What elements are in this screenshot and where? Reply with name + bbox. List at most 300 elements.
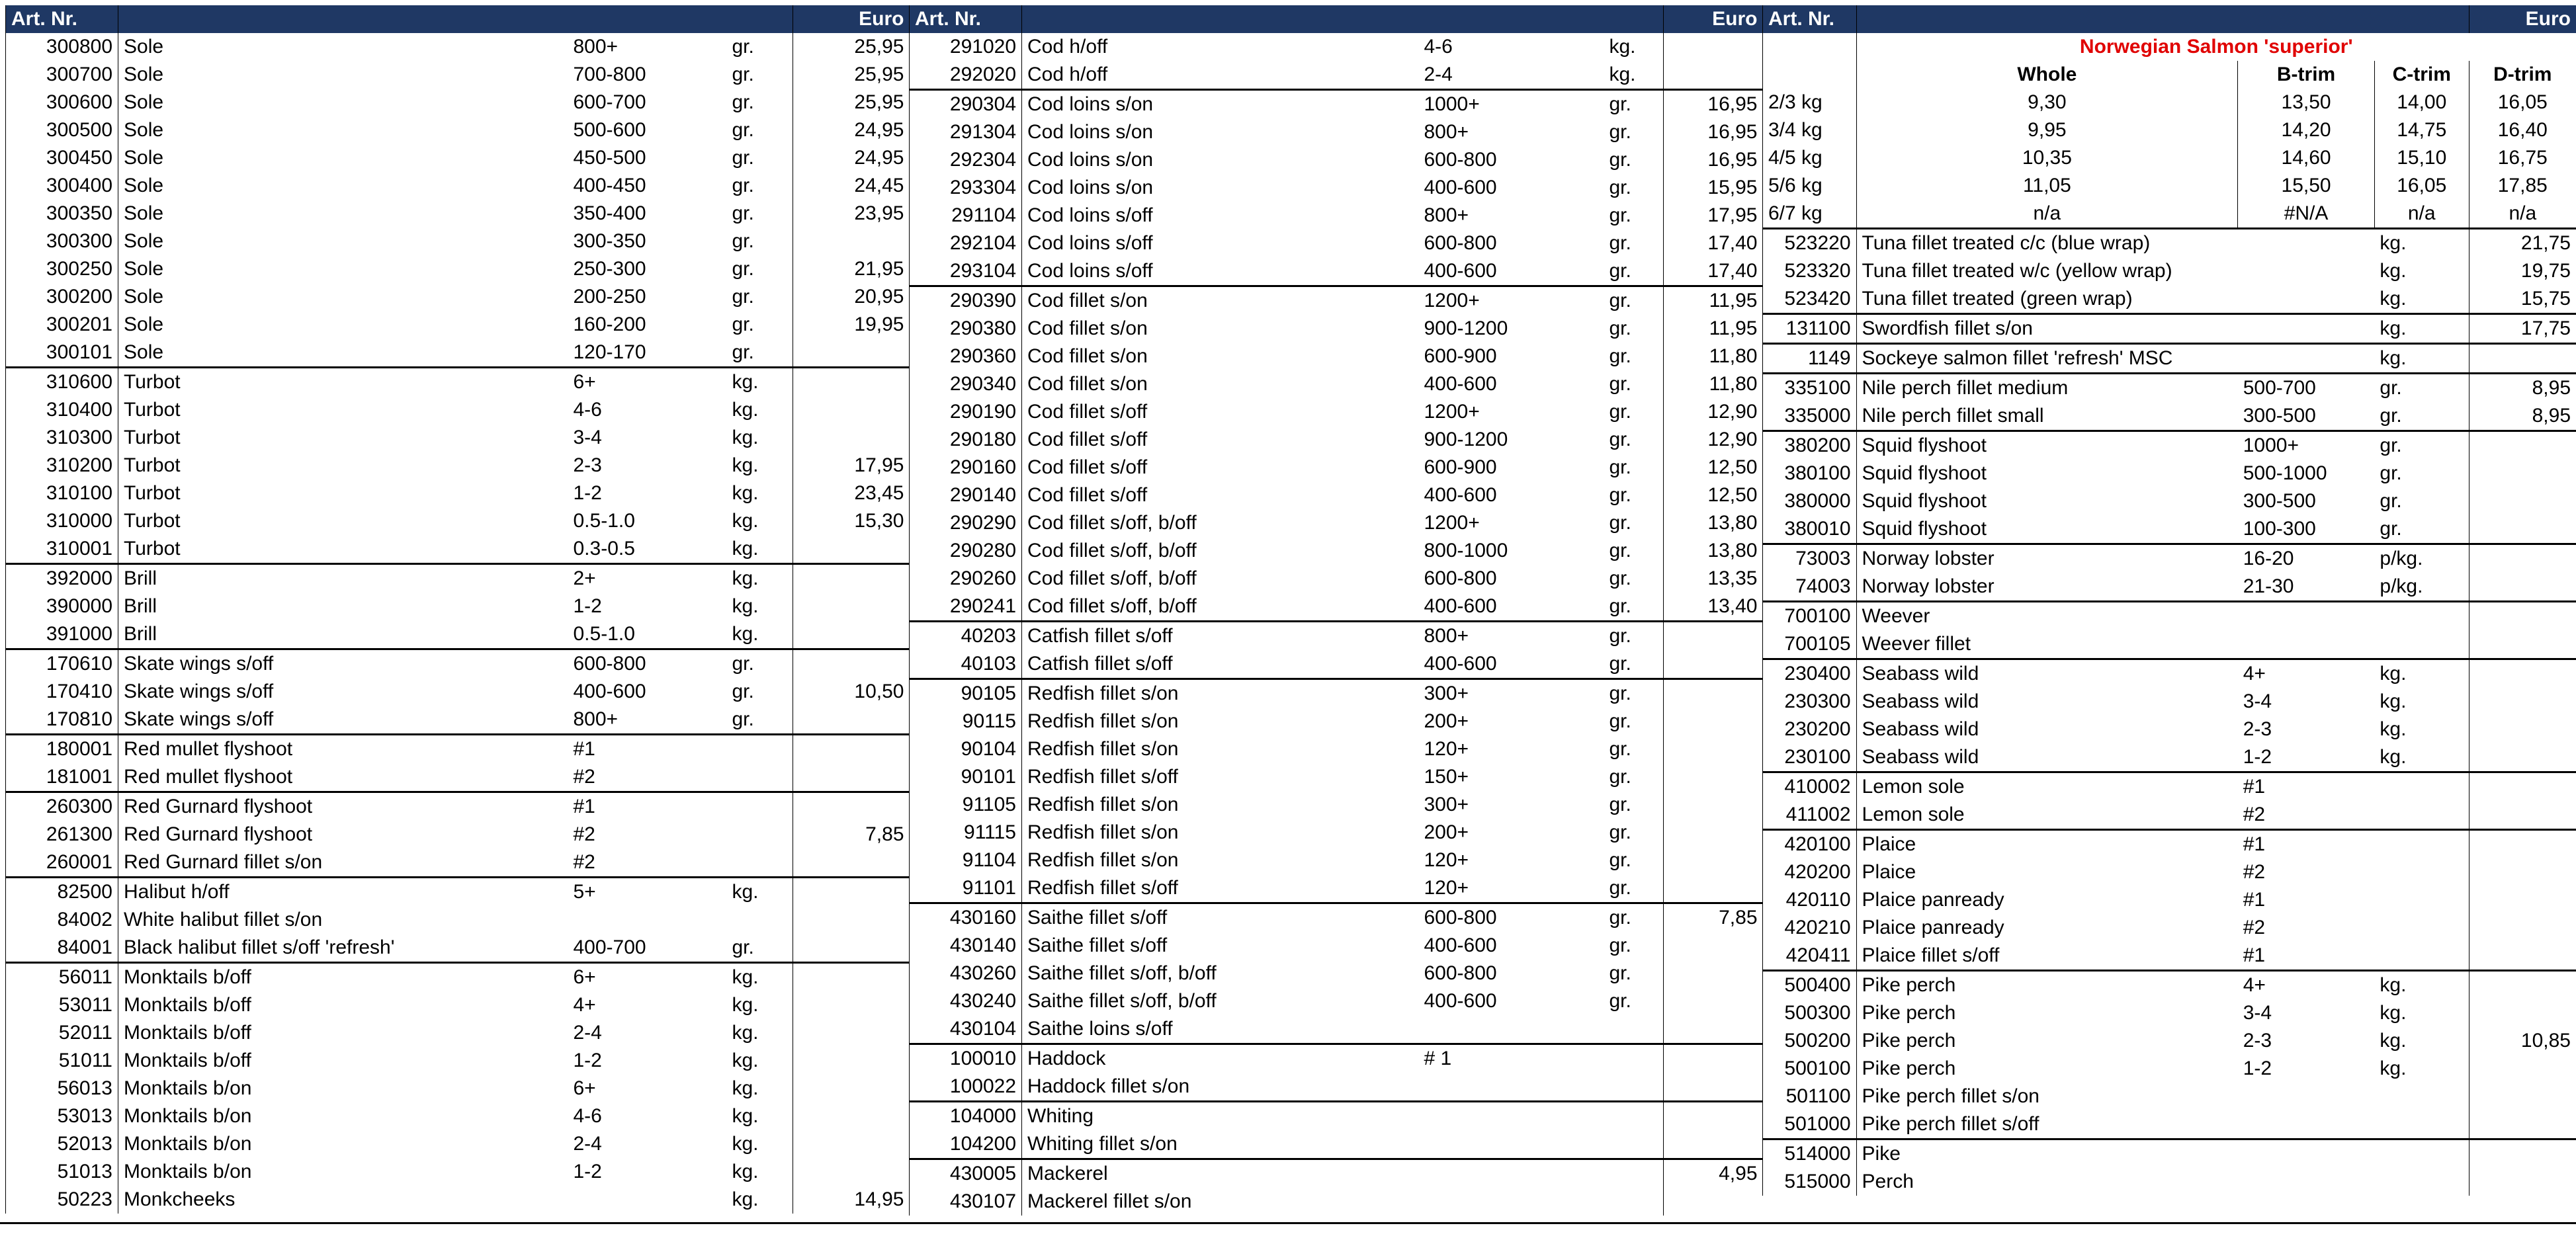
- unit-label: gr.: [732, 708, 754, 730]
- salmon-price: 9,95: [1856, 116, 2238, 144]
- price-value: [793, 906, 910, 934]
- article-number: 430107: [910, 1188, 1022, 1216]
- table-row: [1763, 314, 2576, 344]
- product-size: 600-800: [1419, 903, 1604, 932]
- product-size: 800-1000: [1424, 540, 1508, 561]
- price-value: 17,75: [2469, 314, 2576, 344]
- article-number: 260001: [6, 848, 118, 878]
- table-row: [1763, 716, 2576, 743]
- price-value: [2469, 659, 2576, 688]
- product-size: 0.5-1.0: [573, 623, 635, 645]
- price-value: 17,40: [1664, 257, 1763, 286]
- product-size: 400-700: [573, 936, 646, 958]
- table-row: [910, 1073, 1763, 1102]
- product-size: 900-1200: [1424, 429, 1508, 450]
- price-value: 16,95: [1664, 118, 1763, 146]
- article-number: 335000: [1763, 402, 1857, 431]
- table-row: [6, 620, 910, 649]
- salmon-price: 15,50: [2238, 172, 2375, 200]
- unit-label: gr.: [2374, 374, 2469, 403]
- table-row: [910, 286, 1763, 315]
- unit-label: [2374, 772, 2469, 802]
- unit-label: gr.: [727, 649, 793, 679]
- table-row: [1763, 999, 2576, 1027]
- article-number: 84001: [6, 934, 118, 963]
- unit-label: kg.: [732, 595, 759, 617]
- unit-label: gr.: [1609, 595, 1631, 617]
- unit-label: gr.: [1609, 373, 1631, 395]
- table-row: [6, 283, 910, 311]
- product-size: 400-600: [1424, 177, 1497, 198]
- article-number: 300250: [6, 255, 118, 283]
- unit-label: kg.: [732, 510, 759, 532]
- product-name: Pike: [1856, 1139, 2238, 1169]
- product-name: Sole: [118, 200, 568, 227]
- article-number: 420200: [1763, 858, 1857, 886]
- product-name: Seabass wild: [1856, 716, 2238, 743]
- price-value: 16,95: [1664, 90, 1763, 119]
- product-name: Sole: [118, 172, 568, 200]
- product-name: Tuna fillet treated c/c (blue wrap): [1856, 229, 2238, 258]
- unit-label: [2374, 630, 2469, 659]
- salmon-weight-class: 6/7 kg: [1763, 200, 1857, 229]
- article-number: 300800: [6, 33, 118, 61]
- table-row: [6, 144, 910, 172]
- unit-label: gr.: [1609, 794, 1631, 815]
- product-size: 6+: [568, 368, 727, 397]
- product-name: Cod h/off: [1022, 33, 1419, 61]
- product-name: Nile perch fillet small: [1856, 402, 2238, 431]
- table-row: [910, 315, 1763, 343]
- article-number: 51011: [6, 1047, 118, 1075]
- price-value: 24,95: [793, 144, 910, 172]
- unit-label: gr.: [1609, 567, 1631, 589]
- price-value: [1664, 679, 1763, 708]
- article-number: 514000: [1763, 1139, 1857, 1169]
- unit-label: [727, 735, 793, 764]
- price-value: [1664, 847, 1763, 874]
- article-number: 230200: [1763, 716, 1857, 743]
- product-size: #1: [2238, 772, 2375, 802]
- unit-label: gr.: [732, 91, 754, 113]
- unit-label: gr.: [1609, 484, 1631, 506]
- price-value: 8,95: [2469, 402, 2576, 431]
- table-row: [6, 1102, 910, 1130]
- price-value: [793, 649, 910, 679]
- unit-label: kg.: [727, 963, 793, 992]
- salmon-weight-class: 4/5 kg: [1763, 144, 1857, 172]
- product-size: 1000+: [1419, 90, 1604, 119]
- product-name: Turbot: [118, 368, 568, 397]
- product-size: 250-300: [573, 258, 646, 280]
- product-name: Mackerel: [1022, 1159, 1419, 1188]
- table-row: [6, 963, 910, 992]
- unit-label: [727, 763, 793, 792]
- table-row: [1763, 229, 2576, 258]
- table-row: [910, 202, 1763, 229]
- price-value: [793, 878, 910, 907]
- product-size: 4-6: [573, 1105, 602, 1127]
- table-row: [1763, 257, 2576, 285]
- art-nr-header: Art. Nr.: [910, 5, 1022, 33]
- price-value: 16,95: [1664, 146, 1763, 174]
- unit-label: kg.: [2380, 288, 2407, 310]
- article-number: 700105: [1763, 630, 1857, 659]
- article-number: 261300: [6, 821, 118, 848]
- table-row: [1763, 801, 2576, 830]
- article-number: 90115: [910, 708, 1022, 735]
- product-name: Cod fillet s/off: [1022, 481, 1419, 509]
- salmon-row: [1763, 200, 2576, 229]
- product-size: 5+: [568, 878, 727, 907]
- price-value: 15,95: [1664, 174, 1763, 202]
- product-name: Weever: [1856, 602, 2238, 631]
- article-number: 82500: [6, 878, 118, 907]
- article-number: 100010: [910, 1044, 1022, 1073]
- unit-label: gr.: [1609, 121, 1631, 143]
- article-number: 56011: [6, 963, 118, 992]
- price-value: [1664, 735, 1763, 763]
- product-name: Pike perch: [1856, 1027, 2238, 1055]
- unit-label: kg.: [2374, 344, 2469, 374]
- unit-label: gr.: [2380, 518, 2402, 540]
- salmon-title-row: [1763, 33, 2576, 61]
- article-number: 335100: [1763, 374, 1857, 403]
- price-value: [793, 963, 910, 992]
- product-name: Redfish fillet s/on: [1022, 847, 1419, 874]
- unit-label: [1604, 1159, 1664, 1188]
- unit-label: kg.: [727, 564, 793, 593]
- product-name: Squid flyshoot: [1856, 487, 2238, 515]
- product-size: 1-2: [573, 1161, 602, 1182]
- product-size: 21-30: [2243, 575, 2294, 597]
- article-number: 501100: [1763, 1083, 1857, 1110]
- unit-label: kg.: [2380, 1057, 2407, 1079]
- unit-label: kg.: [732, 1022, 759, 1044]
- price-value: 14,95: [793, 1186, 910, 1214]
- unit-label: kg.: [2374, 229, 2469, 258]
- table-row: [1763, 544, 2576, 573]
- price-value: [2469, 602, 2576, 631]
- price-value: [1664, 1102, 1763, 1131]
- unit-label: gr.: [2380, 462, 2402, 484]
- product-name: Cod loins s/on: [1022, 174, 1419, 202]
- article-number: 310400: [6, 396, 118, 424]
- salmon-price: 14,75: [2374, 116, 2469, 144]
- table-row: [6, 934, 910, 963]
- product-name: Tuna fillet treated (green wrap): [1856, 285, 2238, 314]
- price-value: 11,95: [1664, 286, 1763, 315]
- unit-label: p/kg.: [2380, 575, 2423, 597]
- unit-label: kg.: [732, 623, 759, 645]
- product-size: [1419, 1073, 1604, 1102]
- product-name: Swordfish fillet s/on: [1856, 314, 2238, 344]
- salmon-price: #N/A: [2238, 200, 2375, 229]
- product-name: Redfish fillet s/off: [1022, 763, 1419, 791]
- product-size: [2238, 602, 2375, 631]
- unit-label: kg.: [732, 399, 759, 421]
- product-name: Red Gurnard flyshoot: [118, 821, 568, 848]
- price-value: 13,35: [1664, 565, 1763, 593]
- unit-label: kg.: [732, 427, 759, 448]
- price-value: 7,85: [1664, 903, 1763, 932]
- price-value: [1664, 1130, 1763, 1159]
- unit-label: [727, 906, 793, 934]
- article-number: 310100: [6, 479, 118, 507]
- unit-label: [2374, 942, 2469, 971]
- table-row: [1763, 344, 2576, 374]
- price-table-3: [1762, 5, 2576, 1196]
- price-value: 7,85: [793, 821, 910, 848]
- unit-label: gr.: [1609, 738, 1631, 760]
- product-size: 200-250: [573, 286, 646, 308]
- price-value: 12,90: [1664, 398, 1763, 426]
- table-row: [1763, 1027, 2576, 1055]
- product-size: 500-700: [2238, 374, 2375, 403]
- article-number: 290260: [910, 565, 1022, 593]
- price-value: [2469, 1055, 2576, 1083]
- table-row: [6, 424, 910, 452]
- price-value: 17,95: [1664, 202, 1763, 229]
- article-number: 500200: [1763, 1027, 1857, 1055]
- table-row: [1763, 285, 2576, 314]
- table-row: [1763, 1110, 2576, 1139]
- article-number: 523320: [1763, 257, 1857, 285]
- unit-label: [1604, 1188, 1664, 1216]
- table-row: [6, 535, 910, 564]
- article-number: 90101: [910, 763, 1022, 791]
- product-size: 2-4: [1424, 63, 1453, 85]
- unit-label: gr.: [1604, 286, 1664, 315]
- unit-label: gr.: [1609, 934, 1631, 956]
- unit-label: [2374, 1139, 2469, 1169]
- product-name: Turbot: [118, 535, 568, 564]
- table-row: [6, 172, 910, 200]
- unit-label: gr.: [1609, 456, 1631, 478]
- product-name: Turbot: [118, 396, 568, 424]
- price-value: [1664, 791, 1763, 819]
- unit-label: [2374, 801, 2469, 830]
- product-size: 6+: [568, 963, 727, 992]
- price-value: [2469, 688, 2576, 716]
- product-size: 600-800: [1424, 962, 1497, 984]
- unit-label: gr.: [1609, 990, 1631, 1012]
- unit-label: gr.: [732, 230, 754, 252]
- article-number: 290160: [910, 454, 1022, 481]
- product-name: Cod fillet s/off, b/off: [1022, 565, 1419, 593]
- table-row: [6, 452, 910, 479]
- unit-label: gr.: [1609, 260, 1631, 282]
- unit-label: gr.: [1604, 679, 1664, 708]
- unit-label: gr.: [1609, 710, 1631, 732]
- product-name: Catfish fillet s/off: [1022, 622, 1419, 651]
- table-row: [910, 257, 1763, 286]
- table-row: [6, 735, 910, 764]
- article-number: 290304: [910, 90, 1022, 119]
- unit-label: [727, 848, 793, 878]
- table-row: [6, 1047, 910, 1075]
- article-number: 300200: [6, 283, 118, 311]
- product-name: Monktails b/off: [118, 1019, 568, 1047]
- table-row: [1763, 630, 2576, 659]
- product-name: Cod h/off: [1022, 61, 1419, 90]
- price-value: 11,80: [1664, 370, 1763, 398]
- product-size: 400-600: [1424, 934, 1497, 956]
- product-size: 400-600: [1424, 653, 1497, 675]
- product-size: #1: [2243, 944, 2266, 966]
- table-row: [6, 368, 910, 397]
- product-size: 600-800: [1424, 232, 1497, 254]
- table-row: [910, 679, 1763, 708]
- salmon-price: 15,10: [2374, 144, 2469, 172]
- table-row: [910, 1015, 1763, 1044]
- article-number: 293304: [910, 174, 1022, 202]
- unit-label: gr.: [1609, 653, 1631, 675]
- price-value: [793, 1158, 910, 1186]
- unit-label: [2374, 858, 2469, 886]
- product-name: Red Gurnard fillet s/on: [118, 848, 568, 878]
- salmon-weight-class: 3/4 kg: [1763, 116, 1857, 144]
- article-number: 292304: [910, 146, 1022, 174]
- article-number: 411002: [1763, 801, 1857, 830]
- table-row: [1763, 772, 2576, 802]
- product-name: Tuna fillet treated w/c (yellow wrap): [1856, 257, 2238, 285]
- table-row: [910, 1159, 1763, 1188]
- product-name: White halibut fillet s/on: [118, 906, 568, 934]
- table-row: [6, 1075, 910, 1102]
- product-size: 600-800: [1424, 567, 1497, 589]
- product-size: 800+: [573, 708, 619, 730]
- header-row: [1763, 5, 2576, 33]
- price-value: 25,95: [793, 61, 910, 89]
- article-number: 230100: [1763, 743, 1857, 772]
- price-value: [793, 535, 910, 564]
- price-value: [793, 706, 910, 735]
- product-name: Seabass wild: [1856, 659, 2238, 688]
- product-size: 700-800: [573, 63, 646, 85]
- product-size: 300-350: [573, 230, 646, 252]
- article-number: 293104: [910, 257, 1022, 286]
- product-name: Whiting fillet s/on: [1022, 1130, 1419, 1159]
- table-row: [6, 991, 910, 1019]
- table-row: [1763, 515, 2576, 544]
- product-name: Skate wings s/off: [118, 678, 568, 706]
- table-row: [910, 1044, 1763, 1073]
- price-value: 10,50: [793, 678, 910, 706]
- product-size: [1419, 1159, 1604, 1188]
- table-row: [910, 1130, 1763, 1159]
- product-name: Sole: [118, 33, 568, 61]
- unit-label: gr.: [1609, 177, 1631, 198]
- unit-label: [1604, 1015, 1664, 1044]
- article-number: 260300: [6, 792, 118, 821]
- article-number: 100022: [910, 1073, 1022, 1102]
- unit-label: [1604, 1044, 1664, 1073]
- price-column-1: [5, 5, 910, 1214]
- article-number: 300400: [6, 172, 118, 200]
- product-name: Cod fillet s/off, b/off: [1022, 537, 1419, 565]
- product-name: Cod fillet s/off: [1022, 454, 1419, 481]
- product-name: Brill: [118, 564, 568, 593]
- product-size: [568, 1186, 727, 1214]
- product-size: 1200+: [1424, 401, 1480, 423]
- article-number: 300600: [6, 89, 118, 116]
- unit-label: [2374, 1110, 2469, 1139]
- table-row: [1763, 374, 2576, 403]
- table-row: [1763, 1139, 2576, 1169]
- product-size: 1-2: [2243, 746, 2272, 768]
- product-name: Squid flyshoot: [1856, 431, 2238, 460]
- article-number: 53013: [6, 1102, 118, 1130]
- unit-label: gr.: [732, 341, 754, 363]
- table-row: [6, 200, 910, 227]
- unit-label: kg.: [732, 538, 759, 559]
- product-name: Cod fillet s/off, b/off: [1022, 593, 1419, 622]
- price-value: [1664, 1188, 1763, 1216]
- product-name: Monktails b/off: [118, 1047, 568, 1075]
- unit-label: gr.: [732, 286, 754, 308]
- price-value: [1664, 622, 1763, 651]
- header-row: [910, 5, 1763, 33]
- product-size: #2: [2243, 917, 2266, 938]
- salmon-row: [1763, 172, 2576, 200]
- product-name: Saithe fillet s/off: [1022, 903, 1419, 932]
- price-value: [2469, 772, 2576, 802]
- article-number: 300700: [6, 61, 118, 89]
- salmon-price: 14,20: [2238, 116, 2375, 144]
- table-row: [6, 507, 910, 535]
- article-number: 501000: [1763, 1110, 1857, 1139]
- price-value: [2469, 999, 2576, 1027]
- product-size: 1000+: [2238, 431, 2375, 460]
- table-row: [910, 509, 1763, 537]
- unit-label: kg.: [732, 994, 759, 1016]
- product-size: #1: [568, 792, 727, 821]
- product-name: Cod fillet s/on: [1022, 370, 1419, 398]
- product-size: [2238, 1083, 2375, 1110]
- product-size: 400-600: [1424, 595, 1497, 617]
- article-number: 430240: [910, 987, 1022, 1015]
- product-name: Pike perch fillet s/off: [1856, 1110, 2238, 1139]
- product-size: 800+: [1424, 121, 1469, 143]
- article-number: 104200: [910, 1130, 1022, 1159]
- product-size: 4+: [2238, 659, 2375, 688]
- salmon-price: 13,50: [2238, 89, 2375, 116]
- price-value: 15,75: [2469, 285, 2576, 314]
- product-size: 3-4: [2243, 1002, 2272, 1024]
- unit-label: gr.: [1609, 766, 1631, 788]
- product-name: Whiting: [1022, 1102, 1419, 1131]
- product-name: Sole: [118, 116, 568, 144]
- product-name: Cod fillet s/on: [1022, 343, 1419, 370]
- product-size: 200+: [1424, 710, 1469, 732]
- table-row: [910, 174, 1763, 202]
- article-number: 90104: [910, 735, 1022, 763]
- table-row: [6, 763, 910, 792]
- table-row: [6, 878, 910, 907]
- product-size: 160-200: [573, 313, 646, 335]
- price-value: [1664, 874, 1763, 903]
- price-value: [2469, 630, 2576, 659]
- product-size: 2+: [568, 564, 727, 593]
- table-row: [6, 1019, 910, 1047]
- unit-label: [2374, 914, 2469, 942]
- salmon-price: 14,60: [2238, 144, 2375, 172]
- unit-label: kg.: [732, 1161, 759, 1182]
- table-row: [910, 398, 1763, 426]
- product-size: #1: [2243, 889, 2266, 911]
- product-name: Weever fillet: [1856, 630, 2238, 659]
